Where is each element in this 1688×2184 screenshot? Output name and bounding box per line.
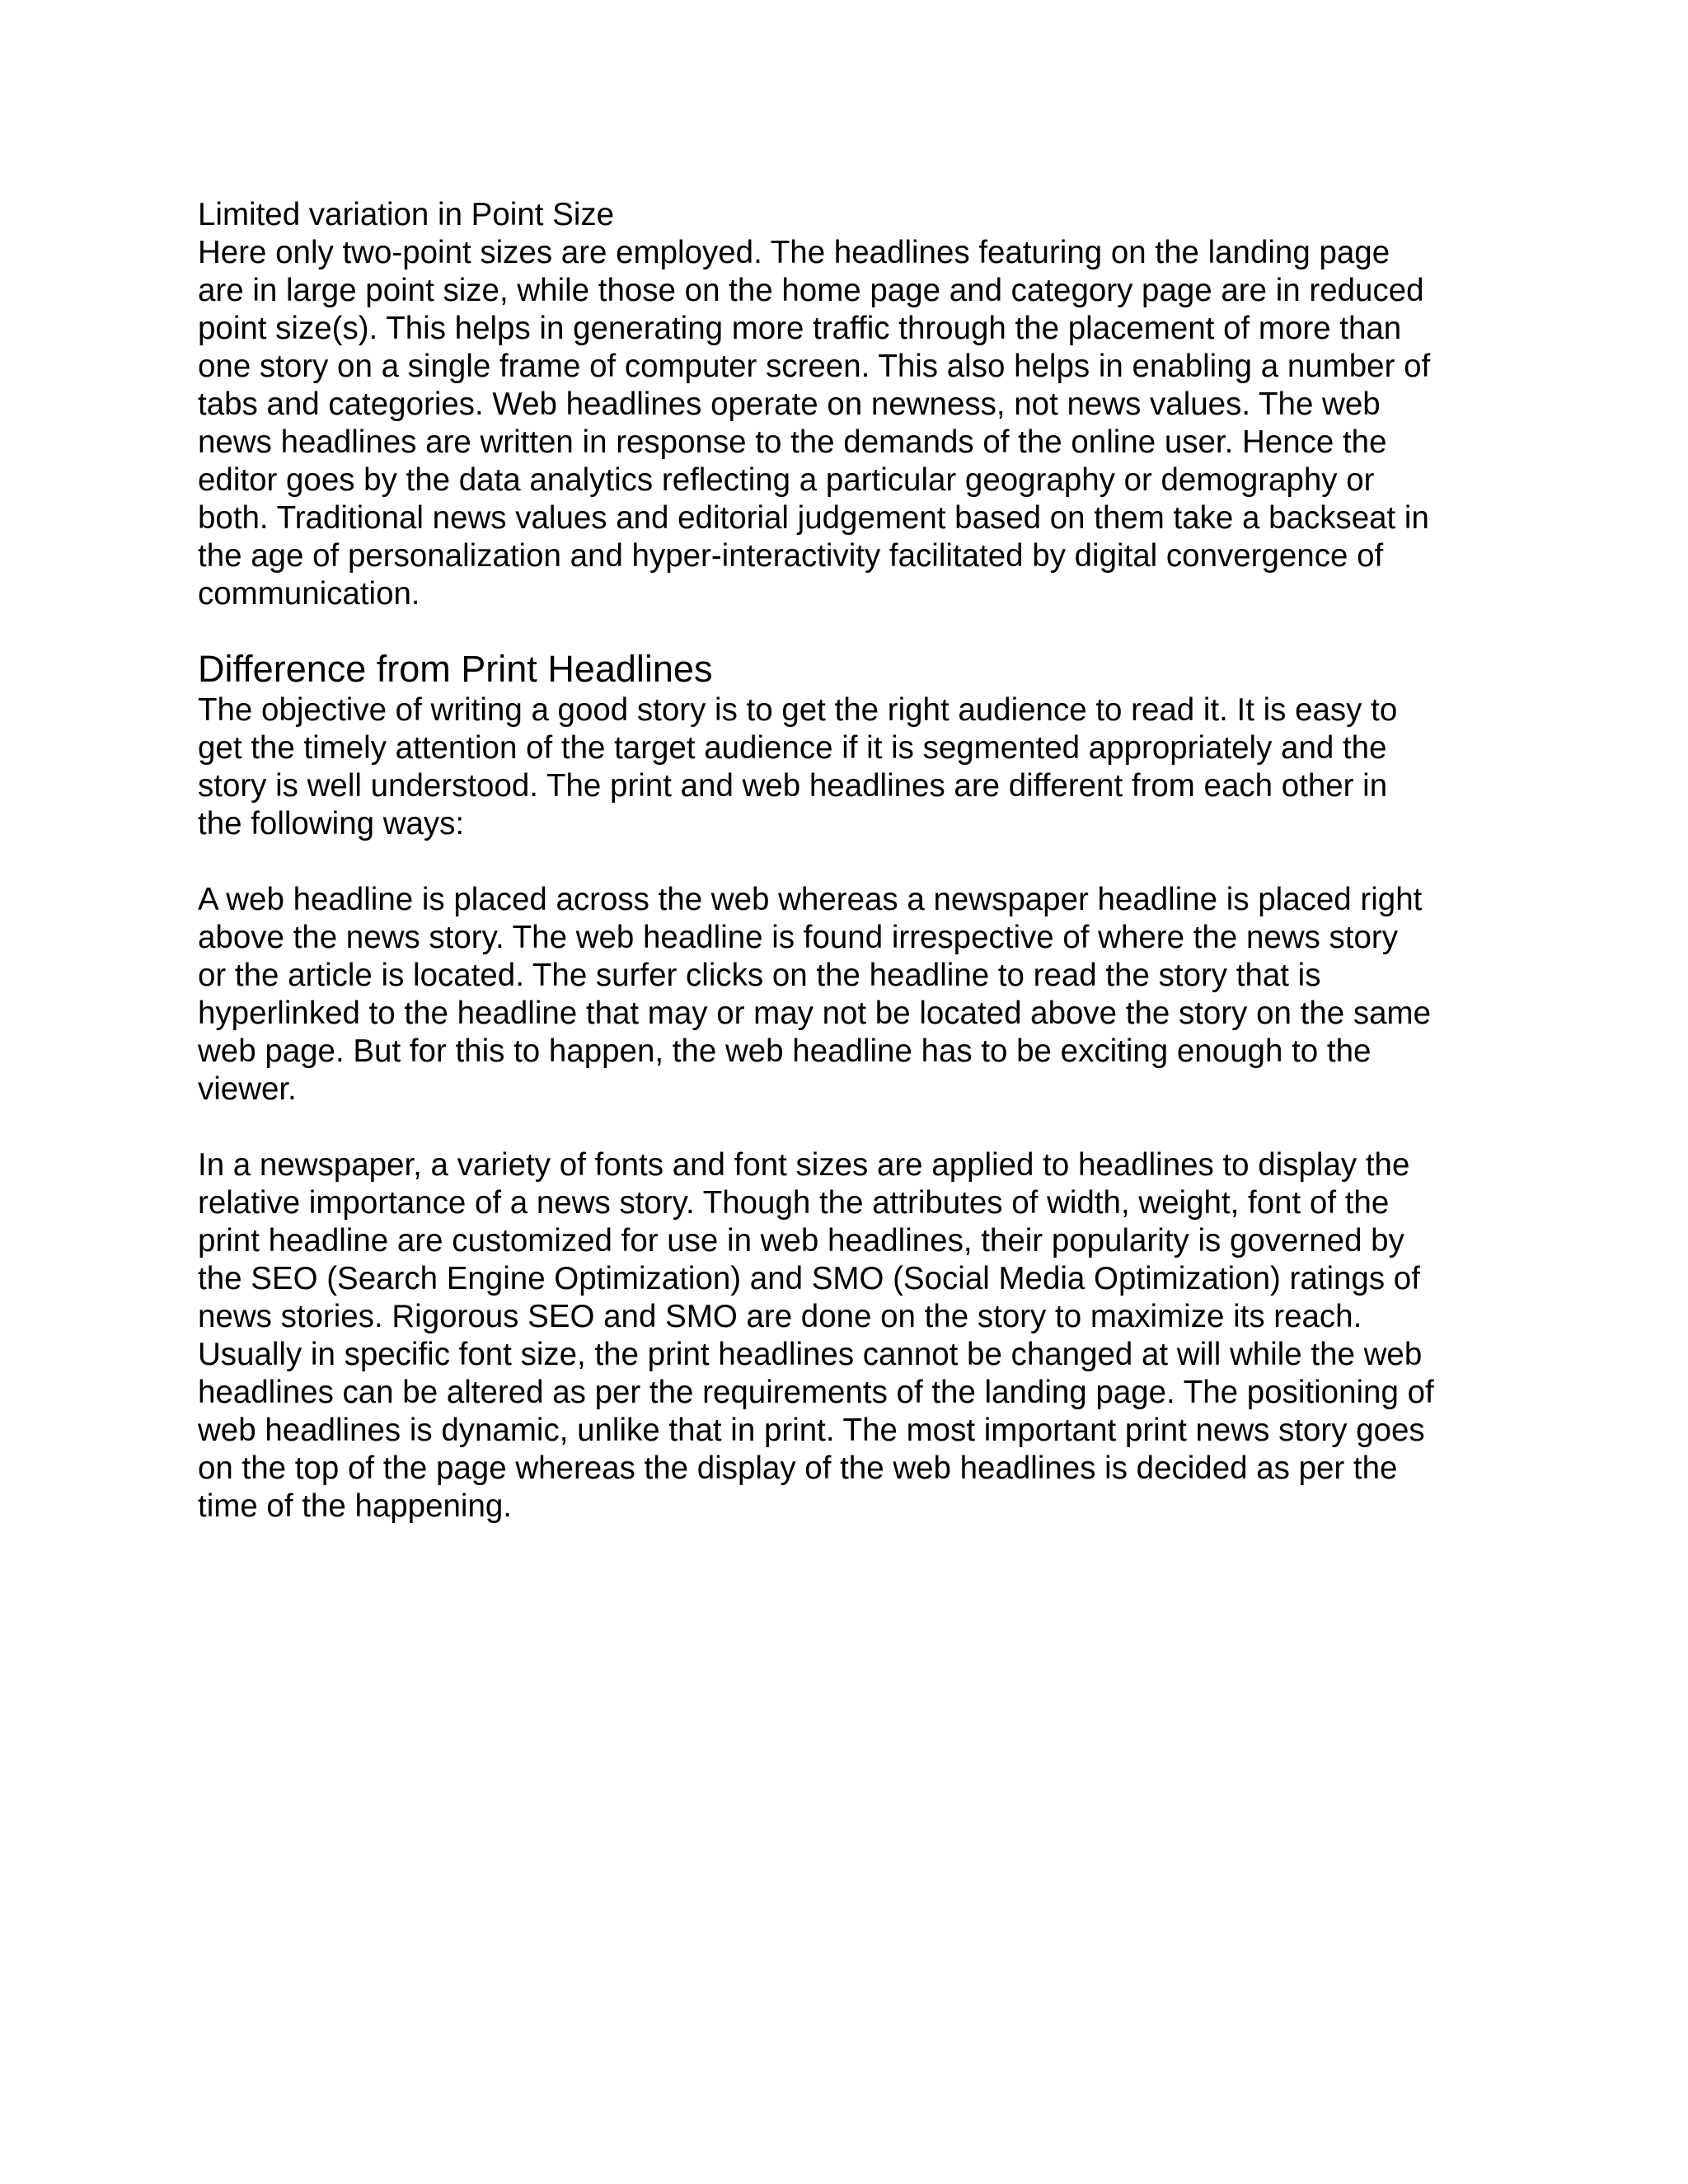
text-line: In a newspaper, a variety of fonts and font sizes are applied to headlines to display the (198, 1147, 1410, 1183)
text-line: web headlines is dynamic, unlike that in print. The most important print news story goes (198, 1413, 1425, 1448)
text-line: point size(s). This helps in generating more traffic through the placement of more than (198, 311, 1402, 346)
text-line: tabs and categories. Web headlines operate on newness, not news values. The web (198, 387, 1381, 422)
text-line: one story on a single frame of computer screen. This also helps in enabling a number of (198, 349, 1431, 384)
text-line: Here only two-point sizes are employed. The headlines featuring on the landing page (198, 235, 1390, 270)
text-line: both. Traditional news values and editorial judgement based on them take a backseat in (198, 500, 1429, 536)
section-heading-limited-variation: Limited variation in Point Size (198, 197, 615, 232)
text-line: above the news story. The web headline is found irrespective of where the news story (198, 920, 1398, 955)
text-line: communication. (198, 576, 420, 612)
text-line: hyperlinked to the headline that may or may not be located above the story on the same (198, 996, 1431, 1031)
text-line: print headline are customized for use in web headlines, their popularity is governed by (198, 1223, 1404, 1258)
text-line: on the top of the page whereas the display of the web headlines is decided as per the (198, 1451, 1398, 1486)
text-line: web page. But for this to happen, the web headline has to be exciting enough to the (198, 1033, 1372, 1069)
text-line: Usually in specific font size, the print headlines cannot be changed at will while the web (198, 1337, 1423, 1372)
text-line: news stories. Rigorous SEO and SMO are done on the story to maximize its reach. (198, 1299, 1362, 1334)
text-line: The objective of writing a good story is to get the right audience to read it. It is easy to (198, 692, 1398, 728)
text-line: time of the happening. (198, 1488, 512, 1524)
text-line: news headlines are written in response to the demands of the online user. Hence the (198, 424, 1387, 460)
paragraph-objective (198, 691, 1517, 843)
text-line: A web headline is placed across the web whereas a newspaper headline is placed right (198, 882, 1423, 917)
paragraph-point-size (198, 234, 1517, 613)
paragraph-fonts-and-seo (198, 1146, 1517, 1526)
text-line: relative importance of a news story. Though the attributes of width, weight, font of the (198, 1185, 1390, 1221)
document-page (198, 196, 1517, 1526)
text-line: headlines can be altered as per the requirements of the landing page. The positioning of (198, 1375, 1434, 1410)
text-line: are in large point size, while those on the home page and category page are in reduced (198, 273, 1424, 308)
text-line: or the article is located. The surfer clicks on the headline to read the story that is (198, 958, 1321, 993)
text-line: story is well understood. The print and web headlines are different from each other in (198, 768, 1388, 804)
text-line: the SEO (Search Engine Optimization) and SMO (Social Media Optimization) ratings of (198, 1261, 1420, 1296)
text-line: viewer. (198, 1071, 297, 1107)
text-line: get the timely attention of the target audience if it is segmented appropriately and the (198, 730, 1387, 766)
paragraph-web-headline-placement (198, 881, 1517, 1108)
text-line: editor goes by the data analytics reflecting a particular geography or demography or (198, 462, 1375, 498)
section-heading-print-headlines: Difference from Print Headlines (198, 648, 713, 690)
text-line: the following ways: (198, 806, 465, 841)
text-line: the age of personalization and hyper-interactivity facilitated by digital convergence of (198, 538, 1384, 574)
